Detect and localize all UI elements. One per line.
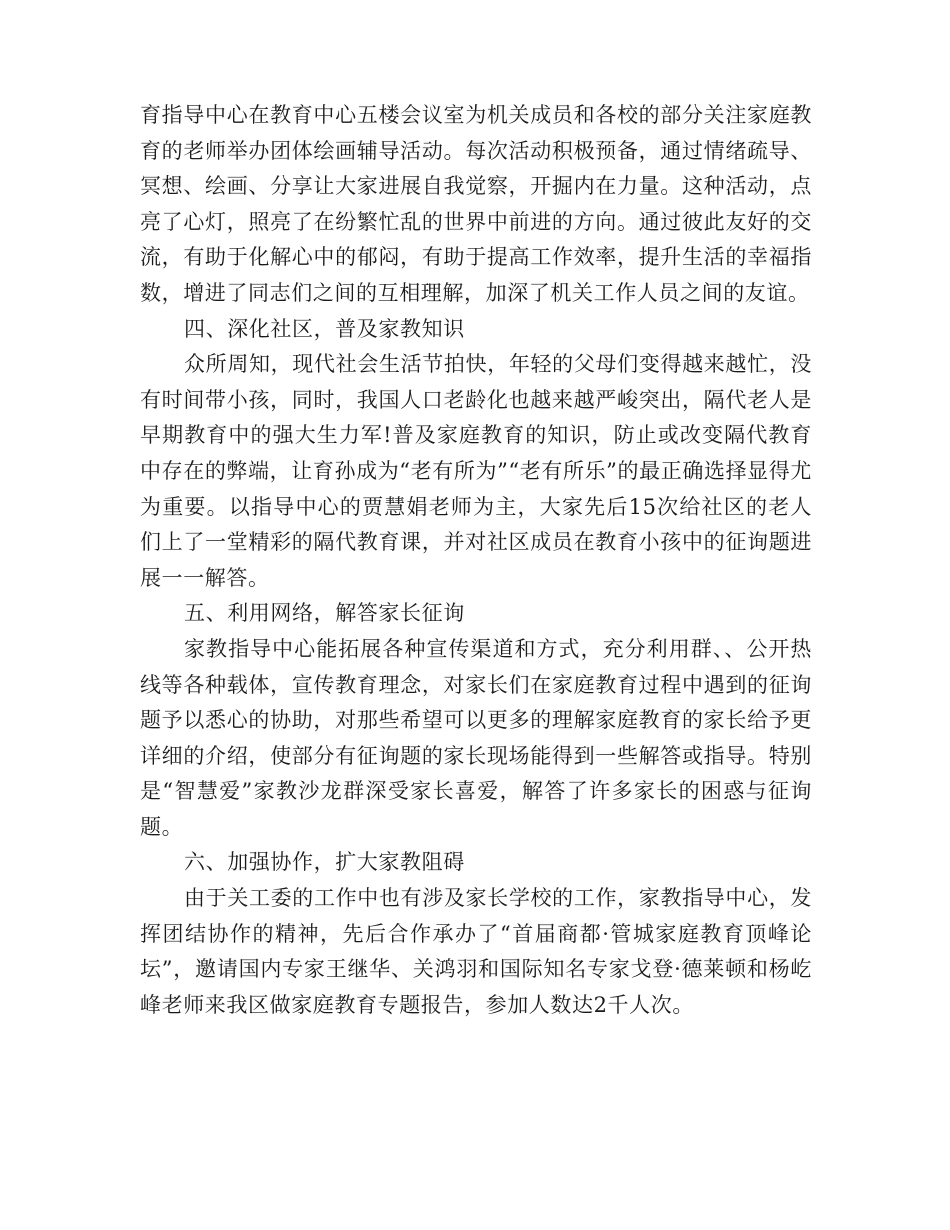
document-page	[140, 98, 812, 1023]
section-heading-6: 六、加强协作，扩大家教阻碍	[184, 850, 465, 875]
body-paragraph: 育指导中心在教育中心五楼会议室为机关成员和各校的部分关注家庭教育的老师举办团体绘画辅导活动。每次活动积极预备，通过情绪疏导、冥想、绘画、分享让大家进展自我觉察，开掘内在力量。这种活动，点亮了心灯，照亮了在纷繁忙乱的世界中前进的方向。通过彼此友好的交流，有助于化解心中的郁闷，有助于提高工作效率，提升生活的幸福指数，增进了同志们之间的互相理解，加深了机关工作人员之间的友谊。	[140, 103, 812, 305]
body-paragraph: 由于关工委的工作中也有涉及家长学校的工作，家教指导中心，发挥团结协作的精神，先后合作承办了“首届商都·管城家庭教育顶峰论坛”，邀请国内专家王继华、关鸿羽和国际知名专家戈登·德莱顿和杨屹峰老师来我区做家庭教育专题报告，参加人数达2千人次。	[140, 886, 812, 1017]
section-heading-4: 四、深化社区，普及家教知识	[184, 316, 465, 341]
section-heading-5: 五、利用网络，解答家长征询	[184, 601, 465, 626]
body-paragraph: 家教指导中心能拓展各种宣传渠道和方式，充分利用群、、公开热线等各种载体，宣传教育理念，对家长们在家庭教育过程中遇到的征询题予以悉心的协助，对那些希望可以更多的理解家庭教育的家长给予更详细的介绍，使部分有征询题的家长现场能得到一些解答或指导。特别是“智慧爱”家教沙龙群深受家长喜爱，解答了许多家长的困惑与征询题。	[140, 636, 812, 839]
body-paragraph: 众所周知，现代社会生活节拍快，年轻的父母们变得越来越忙，没有时间带小孩，同时，我国人口老龄化也越来越严峻突出，隔代老人是早期教育中的强大生力军!普及家庭教育的知识，防止或改变隔代教育中存在的弊端，让育孙成为“老有所为”“老有所乐”的最正确选择显得尤为重要。以指导中心的贾慧娟老师为主，大家先后15次给社区的老人们上了一堂精彩的隔代教育课，并对社区成员在教育小孩中的征询题进展一一解答。	[140, 352, 812, 590]
